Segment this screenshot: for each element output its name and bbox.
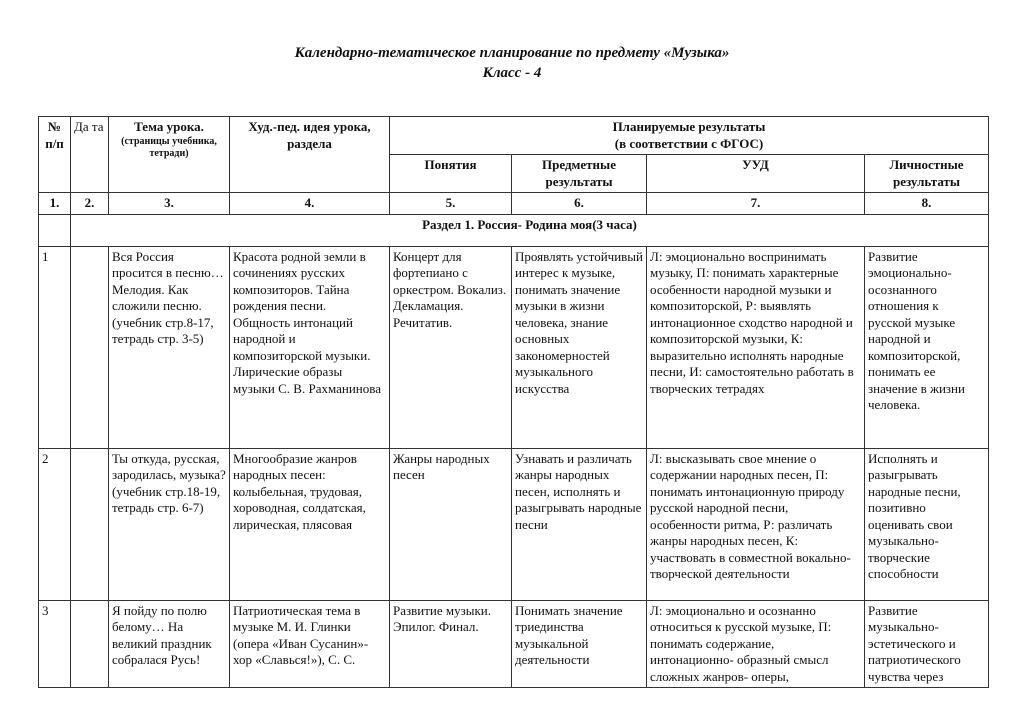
row-concepts: Концерт для фортепиано с оркестром. Вокализ. Декламация. Речитатив. (390, 246, 512, 448)
class-label: Класс - 4 (482, 65, 542, 81)
column-number-row (39, 193, 989, 215)
row-topic: Я пойду по полю белому… На великий праздник собралася Русь! (109, 600, 230, 688)
row-personal: Исполнять и разыгрывать народные песни, позитивно оценивать свои музыкально-творческие способности (865, 448, 989, 600)
header-planned (390, 117, 989, 155)
header-topic (109, 117, 230, 193)
header-planned-label: Планируемые результаты (612, 119, 766, 134)
document-title: Календарно-тематическое планирование по предмету «Музыка» (294, 45, 730, 61)
row-concepts: Развитие музыки. Эпилог. Финал. (390, 600, 512, 688)
row-idea: Патриотическая тема в музыке М. И. Глинки (опера «Иван Сусанин»- хор «Славься!»), С. С. (230, 600, 390, 688)
row-num: 3 (39, 600, 71, 688)
header-row (39, 117, 989, 155)
row-idea: Многообразие жанров народных песен: колыбельная, трудовая, хороводная, солдатская, лирическая, плясовая (230, 448, 390, 600)
row-concepts: Жанры народных песен (390, 448, 512, 600)
header-planned-sub: (в соответствии с ФГОС) (614, 135, 764, 151)
col-number: 5. (390, 193, 512, 215)
section-row (39, 214, 989, 246)
header-personal: Личностные результаты (865, 155, 989, 193)
section-spacer (39, 214, 71, 246)
row-uud: Л: эмоционально воспринимать музыку, П: понимать характерные особенности народной музыки и композиторской, Р: выявлять интонационное сходство народной и композиторской музыки, К: выразительно исполнять народные песни, И: самостоятельно работать в творческих тетрадях (647, 246, 865, 448)
header-idea: Худ.-пед. идея урока, раздела (230, 117, 390, 193)
row-uud: Л: эмоционально и осознанно относиться к русской музыке, П: понимать содержание, интонационно- образный смысл сложных жанров- оперы, (647, 600, 865, 688)
col-number: 7. (647, 193, 865, 215)
col-number: 3. (109, 193, 230, 215)
header-date: Да та (71, 117, 109, 193)
table-row (39, 600, 989, 688)
row-subject: Понимать значение триединства музыкальной деятельности (512, 600, 647, 688)
row-date (71, 600, 109, 688)
col-number: 6. (512, 193, 647, 215)
row-topic: Вся Россия просится в песню… Мелодия. Как сложили песню. (учебник стр.8-17, тетрадь стр. 3-5) (109, 246, 230, 448)
row-subject: Узнавать и различать жанры народных песен, исполнять и разыгрывать народные песни (512, 448, 647, 600)
header-topic-sub: (страницы учебника, тетради) (121, 135, 217, 159)
table-row (39, 246, 989, 448)
header-subject: Предметные результаты (512, 155, 647, 193)
header-uud: УУД (647, 155, 865, 193)
section-title: Раздел 1. Россия- Родина моя(3 часа) (71, 214, 989, 246)
row-personal: Развитие эмоционально-осознанного отношения к русской музыке народной и композиторской, понимать ее значение в жизни человека. (865, 246, 989, 448)
row-idea: Красота родной земли в сочинениях русских композиторов. Тайна рождения песни. Общность интонаций народной и композиторской музыки. Лирические образы музыки С. В. Рахманинова (230, 246, 390, 448)
planning-table (38, 116, 989, 688)
col-number: 1. (39, 193, 71, 215)
header-num: № п/п (39, 117, 71, 193)
header-topic-label: Тема урока. (134, 119, 204, 134)
table-row (39, 448, 989, 600)
row-date (71, 448, 109, 600)
col-number: 8. (865, 193, 989, 215)
col-number: 4. (230, 193, 390, 215)
col-number: 2. (71, 193, 109, 215)
row-num: 2 (39, 448, 71, 600)
row-subject: Проявлять устойчивый интерес к музыке, понимать значение музыки в жизни человека, знание основных закономерностей музыкального искусства (512, 246, 647, 448)
row-date (71, 246, 109, 448)
header-concepts: Понятия (390, 155, 512, 193)
row-personal: Развитие музыкально-эстетического и патриотического чувства через (865, 600, 989, 688)
row-num: 1 (39, 246, 71, 448)
row-topic: Ты откуда, русская, зародилась, музыка? (учебник стр.18-19, тетрадь стр. 6-7) (109, 448, 230, 600)
row-uud: Л: высказывать свое мнение о содержании народных песен, П: понимать интонационную природу русской народной песни, особенности ритма, Р: различать жанры народных песен, К: участвовать в совместной вокально-творческой деятельности (647, 448, 865, 600)
